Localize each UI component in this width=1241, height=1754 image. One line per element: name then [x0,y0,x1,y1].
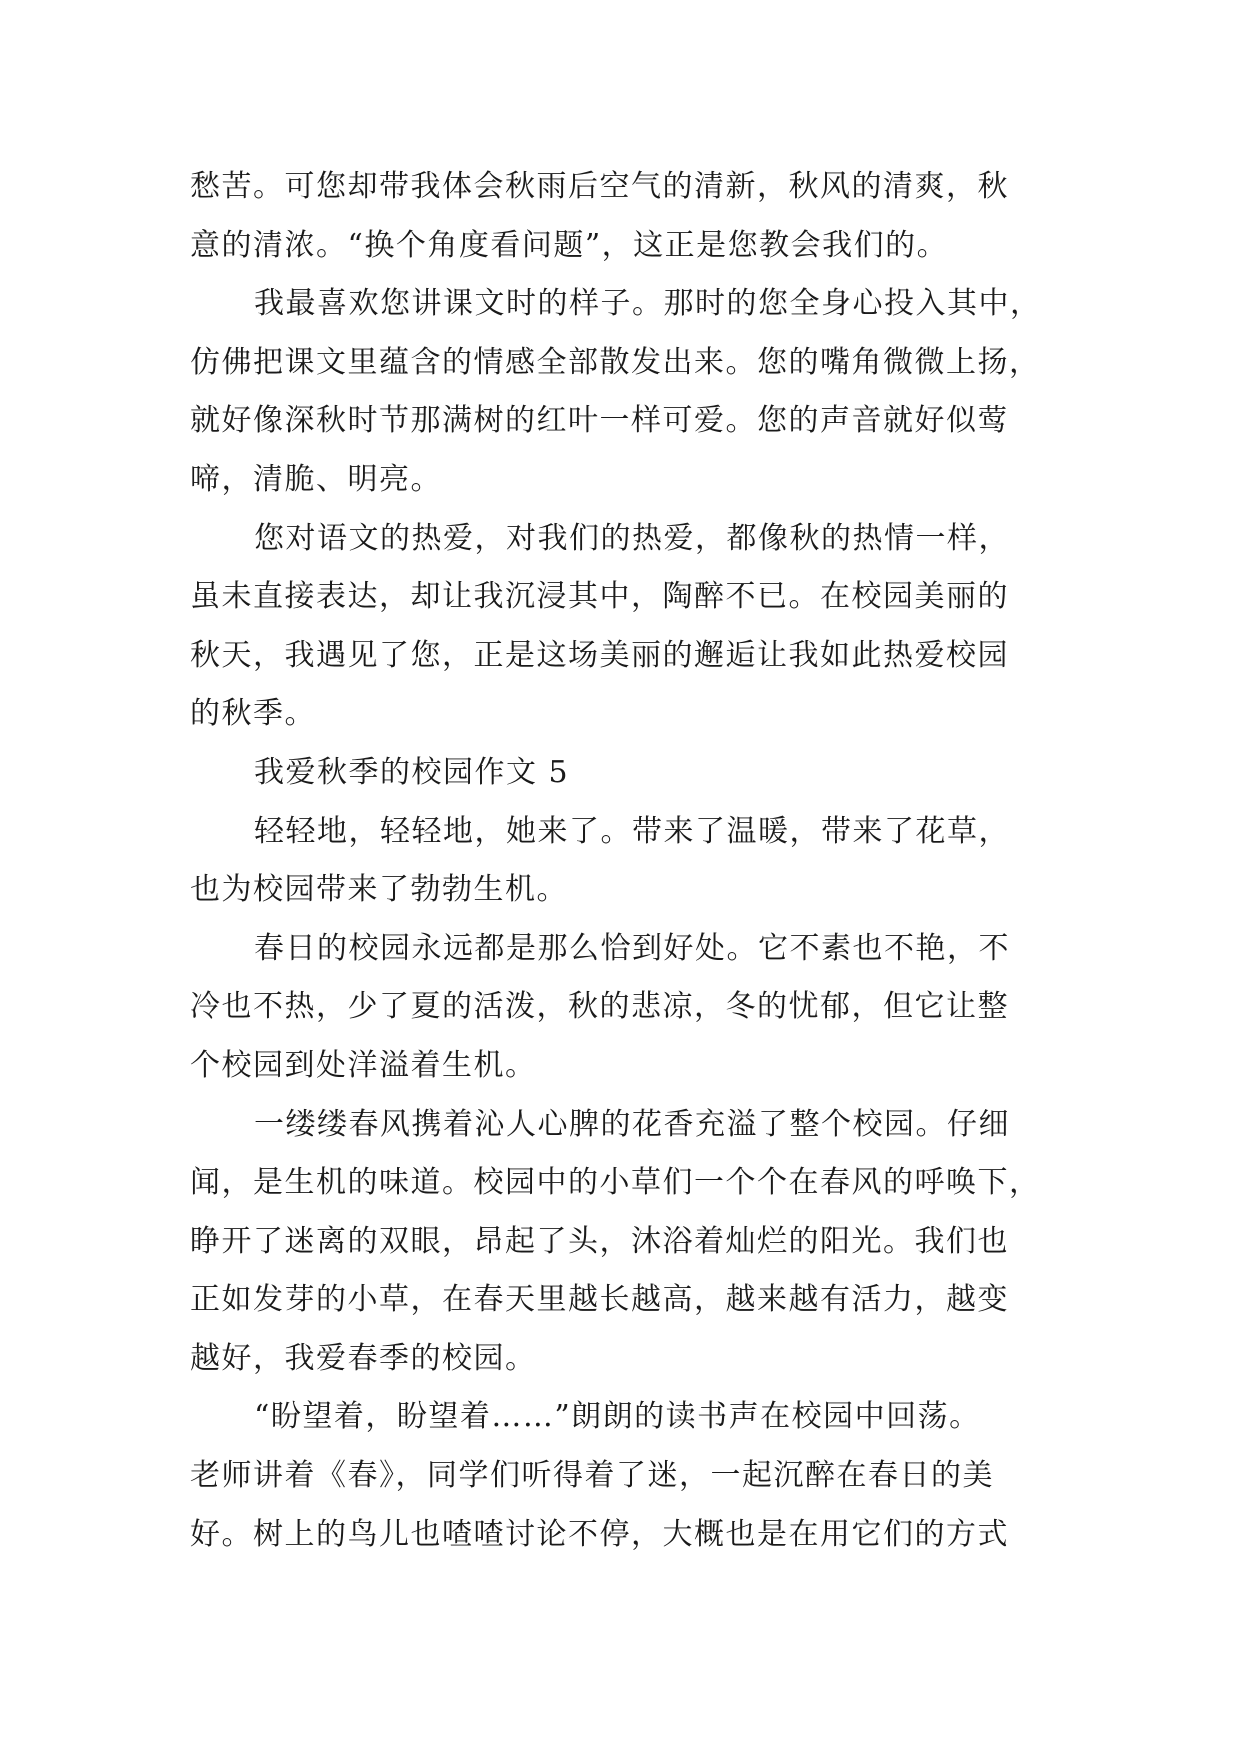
text-line: 就好像深秋时节那满树的红叶一样可爱。您的声音就好似莺 [190,403,1009,439]
text-line: 秋天，我遇见了您，正是这场美丽的邂逅让我如此热爱校园 [190,637,1009,673]
text-line: 冷也不热，少了夏的活泼，秋的悲凉，冬的忧郁，但它让整 [190,989,1009,1025]
text-line: 也为校园带来了勃勃生机。 [190,872,568,908]
text-line: 个校园到处洋溢着生机。 [190,1047,537,1083]
text-line: 的秋季。 [190,696,316,732]
text-line: 正如发芽的小草，在春天里越长越高，越来越有活力，越变 [190,1282,1009,1318]
text-line: 闻，是生机的味道。校园中的小草们一个个在春风的呼唤下， [190,1165,1041,1201]
text-line: 老师讲着《春》，同学们听得着了迷，一起沉醉在春日的美 [190,1458,994,1494]
text-line: 虽未直接表达，却让我沉浸其中，陶醉不已。在校园美丽的 [190,579,1009,615]
paragraph-start-line: 您对语文的热爱，对我们的热爱，都像秋的热情一样， [254,520,1010,556]
paragraph-start-line: 一缕缕春风携着沁人心脾的花香充溢了整个校园。仔细 [254,1106,1010,1142]
paragraph-start-line: “盼望着，盼望着……”朗朗的读书声在校园中回荡。 [254,1399,981,1435]
paragraph-start-line: 我最喜欢您讲课文时的样子。那时的您全身心投入其中， [254,286,1042,322]
text-line: 愁苦。可您却带我体会秋雨后空气的清新，秋风的清爽，秋 [190,169,1009,204]
text-line: 睁开了迷离的双眼，昂起了头，沐浴着灿烂的阳光。我们也 [190,1223,1009,1259]
text-line: 仿佛把课文里蕴含的情感全部散发出来。您的嘴角微微上扬， [190,344,1041,380]
paragraph-start-line: 轻轻地，轻轻地，她来了。带来了温暖，带来了花草， [254,813,1010,849]
text-line: 啼，清脆、明亮。 [190,461,442,497]
text-line: 好。树上的鸟儿也喳喳讨论不停，大概也是在用它们的方式 [190,1516,1009,1552]
section-title: 我爱秋季的校园作文 5 [254,754,570,790]
essay-body [190,158,1090,1564]
text-line: 越好，我爱春季的校园。 [190,1340,537,1376]
text-line: 意的清浓。“换个角度看问题”，这正是您教会我们的。 [190,227,949,263]
paragraph-start-line: 春日的校园永远都是那么恰到好处。它不素也不艳，不 [254,930,1010,966]
